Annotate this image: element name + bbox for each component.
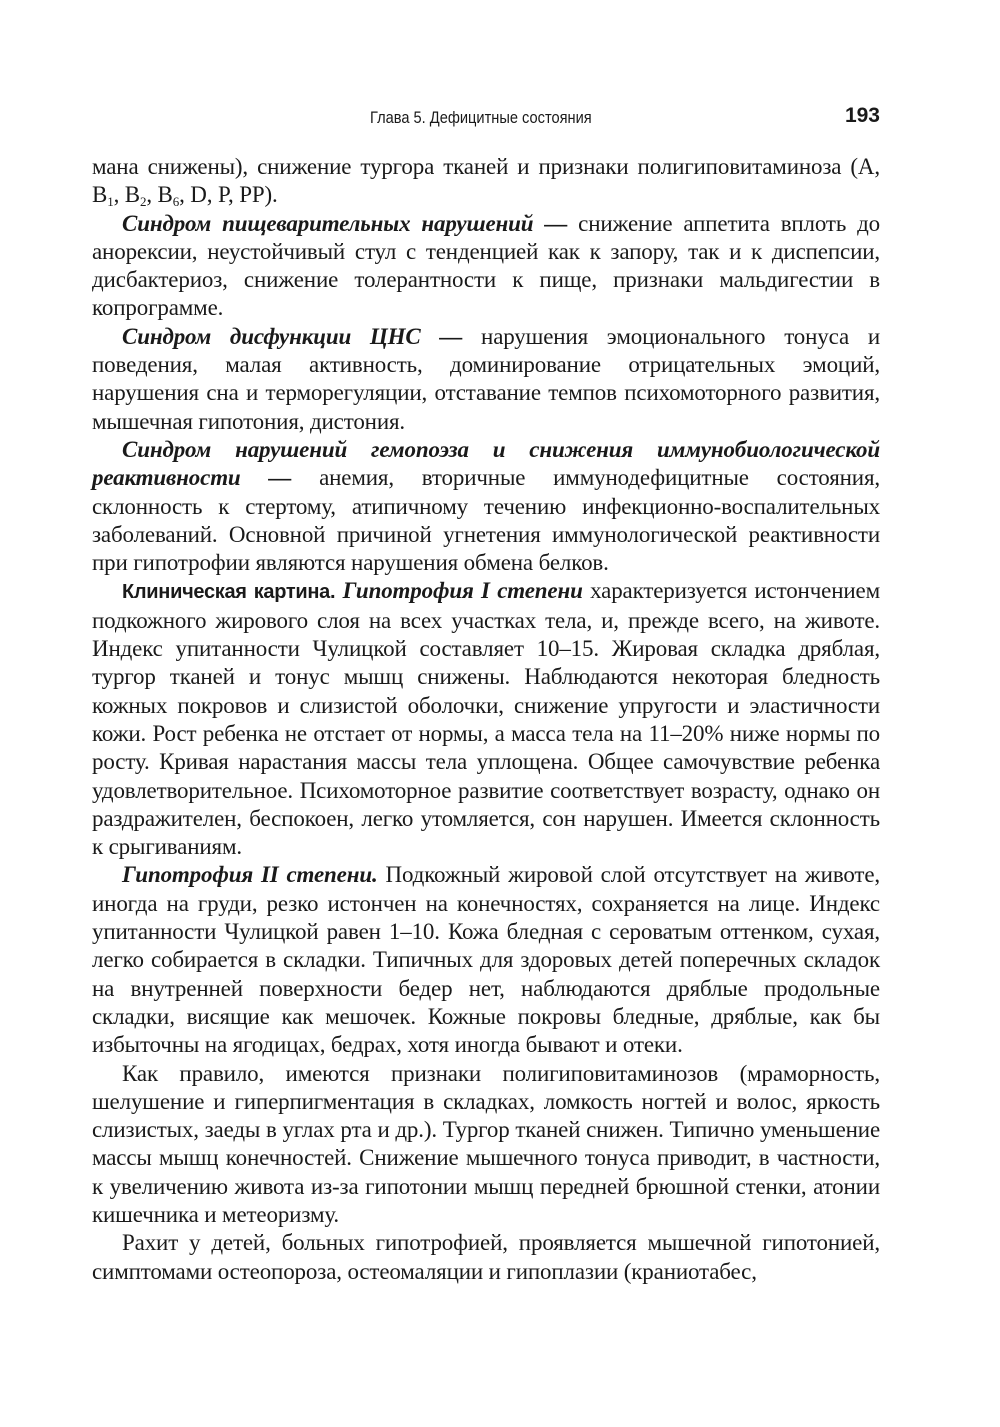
paragraph-hemopoiesis-syndrome — [92, 436, 880, 577]
paragraph-text: Как правило, имеются признаки полигиповитаминозов (мраморность, шелушение и гиперпигментация в складках, ломкость ногтей и волос, яркость слизистых, заеды в углах рта и др.). Тургор тканей снижен. Типично уменьшение массы мышц конечностей. Снижение мышечного тонуса приводит, в частности, к увеличению живота из-за гипотонии мышц передней брюшной стенки, атонии кишечника и метеоризму. — [92, 1060, 880, 1227]
main-text — [92, 153, 880, 1286]
page-number: 193 — [844, 104, 880, 127]
term: Синдром пищеварительных нарушений — — [122, 210, 568, 236]
term: Гипотрофия I степени — [335, 578, 583, 604]
paragraph-text: нарушения эмоционального тонуса и поведения, малая активность, доминирование отрицательных эмоций, нарушения сна и терморегуляции, отставание темпов психомоторного развития, мышечная гипотония, дистония. — [92, 323, 880, 434]
term: Синдром нарушений гемопоэза и снижения иммунобиологической реактивности — — [92, 436, 880, 491]
paragraph-polyhypovitaminosis — [92, 1060, 880, 1230]
paragraph-clinical-picture — [92, 577, 880, 861]
paragraph-text: мана снижены), снижение тургора тканей и признаки полигиповитаминоза (A, B — [92, 154, 880, 208]
paragraph-text: анемия, вторичные иммунодефицитные состояния, склонность к стертому, атипичному течению инфекционно-воспалительных заболеваний. Основной причиной угнетения иммунологической реактивности при гипотрофии являются нарушения обмена белков. — [92, 465, 880, 576]
subscript: 1 — [107, 194, 114, 210]
paragraph-text: , B — [146, 182, 173, 208]
paragraph-text: характеризуется истончением подкожного жирового слоя на всех участках тела, и, прежде всего, на животе. Индекс упитанности Чулицкой составляет 10–15. Жировая складка дряблая, тургор тканей и тонус мышц снижены. Наблюдаются некоторая бледность кожных покровов и слизистой оболочки, снижение упругости и эластичности кожи. Рост ребенка не отстает от нормы, а масса тела на 11–20% ниже нормы по росту. Кривая нарастания массы тела уплощена. Общее самочувствие ребенка удовлетворительное. Психомоторное развитие соответствует возрасту, однако он раздражителен, беспокоен, легко утомляется, сон нарушен. Имеется склонность к срыгиваниям. — [92, 578, 880, 860]
paragraph-digestive-syndrome — [92, 210, 880, 323]
term: Гипотрофия II степени. — [122, 862, 378, 888]
subscript: 6 — [172, 194, 180, 210]
section-heading: Клиническая картина. — [122, 581, 336, 604]
chapter-title: Глава 5. Дефицитные состояния — [370, 108, 592, 127]
paragraph-text: , B — [113, 182, 140, 208]
paragraph-text: Рахит у детей, больных гипотрофией, проявляется мышечной гипотонией, симптомами остеопороза, остеомаляции и гипоплазии (краниотабес, — [92, 1230, 880, 1284]
subscript: 2 — [139, 194, 147, 210]
paragraph-cns-syndrome — [92, 323, 880, 436]
term: Синдром дисфункции ЦНС — — [122, 323, 463, 349]
running-header — [120, 102, 880, 134]
paragraph-text: , D, P, PP). — [179, 182, 278, 208]
paragraph-continued — [92, 153, 880, 210]
paragraph-text: Подкожный жировой слой отсутствует на животе, иногда на груди, резко истончен на конечностях, сохраняется на лице. Индекс упитанности Чулицкой равен 1–10. Кожа бледная с сероватым оттенком, сухая, легко собирается в складки. Типичных для здоровых детей поперечных складок на внутренней поверхности бедер нет, наблюдаются дряблые продольные складки, висящие как мешочек. Кожные покровы бледные, дряблые, как бы избыточны на ягодицах, бедрах, хотя иногда бывают и отеки. — [92, 862, 880, 1058]
paragraph-hypotrophy-2 — [92, 861, 880, 1059]
paragraph-text: снижение аппетита вплоть до анорексии, неустойчивый стул с тенденцией как к запору, так и к диспепсии, дисбактериоз, снижение толерантности к пище, признаки мальдигестии в копрограмме. — [92, 210, 881, 321]
paragraph-rickets — [92, 1229, 880, 1286]
